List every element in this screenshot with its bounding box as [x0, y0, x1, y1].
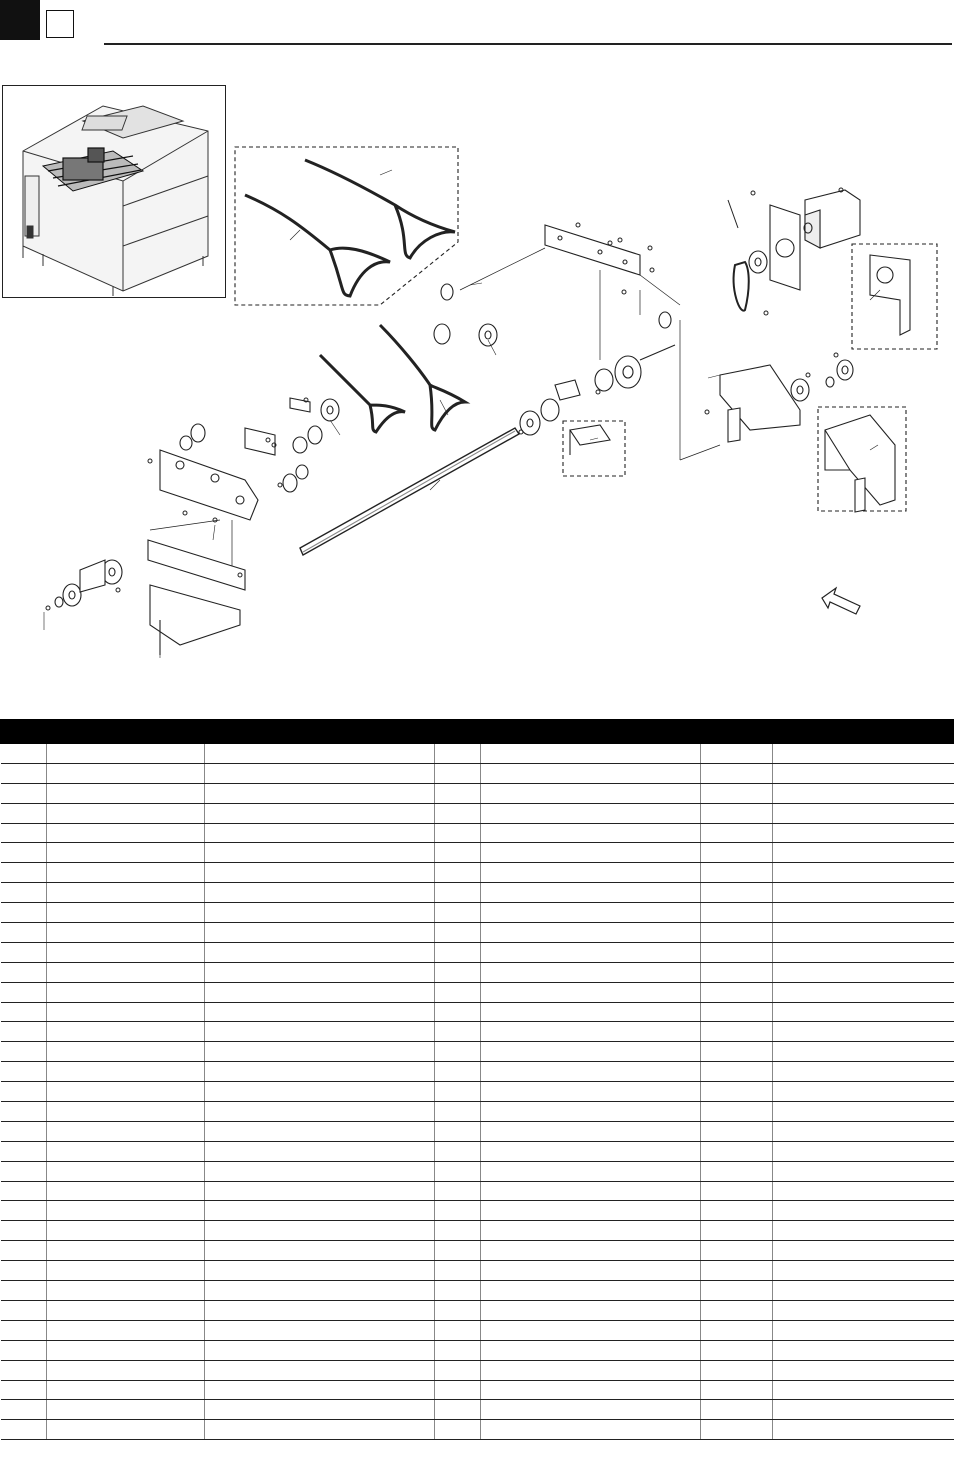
col-header [701, 720, 773, 744]
table-cell [773, 1161, 954, 1181]
table-cell [481, 1420, 701, 1440]
table-row [1, 1102, 954, 1122]
table-row [1, 1002, 954, 1022]
table-cell [435, 744, 481, 764]
table-cell [435, 1281, 481, 1301]
table-cell [701, 923, 773, 943]
table-cell [773, 1320, 954, 1340]
table-cell [773, 1181, 954, 1201]
table-row [1, 744, 954, 764]
table-row [1, 1400, 954, 1420]
table-cell [1, 982, 47, 1002]
table-cell [481, 1360, 701, 1380]
table-cell [435, 1340, 481, 1360]
table-cell [47, 903, 205, 923]
table-cell [481, 1141, 701, 1161]
table-cell [205, 1141, 435, 1161]
table-cell [481, 1022, 701, 1042]
table-cell [701, 1340, 773, 1360]
table-cell [205, 1340, 435, 1360]
belt-icon [235, 147, 465, 432]
table-cell [205, 1221, 435, 1241]
table-cell [47, 1300, 205, 1320]
table-cell [47, 763, 205, 783]
table-cell [773, 1141, 954, 1161]
table-cell [701, 1320, 773, 1340]
table-cell [205, 1380, 435, 1400]
table-cell [1, 883, 47, 903]
table-cell [481, 1181, 701, 1201]
table-cell [205, 1082, 435, 1102]
bracket-icon [80, 398, 310, 655]
table-cell [701, 803, 773, 823]
table-cell [435, 1241, 481, 1261]
table-cell [47, 942, 205, 962]
exploded-diagram [0, 0, 954, 700]
table-cell [47, 1022, 205, 1042]
table-row [1, 1201, 954, 1221]
table-cell [481, 1062, 701, 1082]
table-cell [773, 783, 954, 803]
table-cell [773, 883, 954, 903]
table-cell [435, 1201, 481, 1221]
table-cell [773, 1400, 954, 1420]
table-cell [47, 883, 205, 903]
table-row [1, 863, 954, 883]
table-cell [1, 903, 47, 923]
direction-arrow-icon [822, 588, 860, 614]
table-cell [435, 1320, 481, 1340]
table-cell [47, 1161, 205, 1181]
table-cell [1, 803, 47, 823]
table-cell [701, 942, 773, 962]
table-cell [47, 982, 205, 1002]
table-cell [47, 1320, 205, 1340]
table-cell [205, 863, 435, 883]
table-cell [773, 1241, 954, 1261]
table-cell [1, 1320, 47, 1340]
table-cell [1, 1102, 47, 1122]
table-cell [205, 1201, 435, 1221]
table-cell [1, 1221, 47, 1241]
table-cell [701, 1082, 773, 1102]
table-cell [47, 923, 205, 943]
table-cell [1, 942, 47, 962]
table-cell [701, 1281, 773, 1301]
table-cell [435, 863, 481, 883]
table-cell [481, 1380, 701, 1400]
table-cell [1, 863, 47, 883]
table-cell [47, 1360, 205, 1380]
table-cell [481, 1261, 701, 1281]
table-cell [773, 1300, 954, 1320]
table-cell [205, 982, 435, 1002]
table-cell [1, 1281, 47, 1301]
table-cell [701, 763, 773, 783]
table-cell [47, 1201, 205, 1221]
table-cell [701, 982, 773, 1002]
table-cell [481, 1082, 701, 1102]
table-cell [205, 1400, 435, 1420]
table-row [1, 843, 954, 863]
table-cell [481, 783, 701, 803]
table-cell [481, 903, 701, 923]
table-row [1, 982, 954, 1002]
table-cell [205, 744, 435, 764]
table-cell [47, 1141, 205, 1161]
table-row [1, 1241, 954, 1261]
table-cell [47, 1042, 205, 1062]
table-cell [481, 1340, 701, 1360]
table-cell [481, 1201, 701, 1221]
table-cell [1, 1241, 47, 1261]
table-cell [205, 923, 435, 943]
table-cell [435, 1102, 481, 1122]
table-cell [1, 1420, 47, 1440]
table-cell [701, 783, 773, 803]
table-row [1, 1221, 954, 1241]
table-cell [47, 1400, 205, 1420]
table-cell [435, 1121, 481, 1141]
table-cell [1, 962, 47, 982]
table-cell [1, 1161, 47, 1181]
table-row [1, 1121, 954, 1141]
table-row [1, 1082, 954, 1102]
table-cell [435, 942, 481, 962]
table-row [1, 962, 954, 982]
table-cell [773, 1062, 954, 1082]
table-cell [701, 1141, 773, 1161]
col-header [435, 720, 481, 744]
table-cell [773, 863, 954, 883]
table-cell [481, 823, 701, 843]
table-cell [773, 982, 954, 1002]
table-cell [701, 823, 773, 843]
table-cell [47, 843, 205, 863]
table-cell [481, 1102, 701, 1122]
table-cell [481, 923, 701, 943]
table-cell [205, 1102, 435, 1122]
table-cell [205, 1022, 435, 1042]
table-cell [773, 942, 954, 962]
bracket-icon [555, 255, 910, 512]
table-row [1, 923, 954, 943]
table-cell [435, 1042, 481, 1062]
table-cell [481, 1002, 701, 1022]
col-header [47, 720, 205, 744]
table-cell [47, 962, 205, 982]
table-cell [773, 1261, 954, 1281]
table-row [1, 1022, 954, 1042]
table-cell [481, 843, 701, 863]
table-cell [47, 1261, 205, 1281]
table-cell [435, 1221, 481, 1241]
table-cell [1, 783, 47, 803]
table-cell [47, 1181, 205, 1201]
table-cell [481, 1221, 701, 1241]
table-cell [773, 1102, 954, 1122]
table-cell [47, 863, 205, 883]
table-cell [481, 942, 701, 962]
table-cell [435, 1360, 481, 1380]
table-cell [1, 1022, 47, 1042]
table-cell [773, 962, 954, 982]
table-cell [1, 1121, 47, 1141]
table-cell [205, 823, 435, 843]
table-cell [701, 1121, 773, 1141]
table-row [1, 903, 954, 923]
table-cell [205, 1042, 435, 1062]
table-cell [205, 1420, 435, 1440]
table-cell [435, 903, 481, 923]
table-cell [773, 1360, 954, 1380]
table-cell [47, 1062, 205, 1082]
table-cell [773, 1042, 954, 1062]
col-header [1, 720, 47, 744]
table-cell [773, 1201, 954, 1221]
table-cell [1, 1380, 47, 1400]
table-cell [773, 1380, 954, 1400]
table-cell [701, 1360, 773, 1380]
table-row [1, 1042, 954, 1062]
table-cell [435, 982, 481, 1002]
table-row [1, 1062, 954, 1082]
table-cell [47, 1002, 205, 1022]
motor-icon [770, 190, 860, 290]
shaft-icon [300, 428, 519, 555]
table-cell [701, 744, 773, 764]
table-cell [205, 1121, 435, 1141]
table-cell [1, 1181, 47, 1201]
table-cell [481, 1300, 701, 1320]
table-cell [205, 803, 435, 823]
table-cell [701, 883, 773, 903]
table-cell [701, 1221, 773, 1241]
table-cell [701, 1380, 773, 1400]
table-cell [435, 1161, 481, 1181]
table-row [1, 1320, 954, 1340]
table-row [1, 1380, 954, 1400]
table-cell [1, 1300, 47, 1320]
table-row [1, 883, 954, 903]
table-cell [773, 923, 954, 943]
bracket-icon [545, 225, 640, 275]
table-cell [701, 1400, 773, 1420]
table-cell [481, 803, 701, 823]
col-header [205, 720, 435, 744]
table-cell [1, 744, 47, 764]
table-cell [1, 1082, 47, 1102]
table-header [1, 720, 954, 744]
table-cell [1, 923, 47, 943]
table-cell [205, 843, 435, 863]
table-cell [1, 1002, 47, 1022]
table-cell [47, 1340, 205, 1360]
table-row [1, 1340, 954, 1360]
table-cell [701, 1062, 773, 1082]
table-cell [47, 823, 205, 843]
table-cell [1, 1400, 47, 1420]
table-cell [435, 843, 481, 863]
table-cell [435, 1400, 481, 1420]
table-cell [205, 1241, 435, 1261]
table-cell [435, 1420, 481, 1440]
table-cell [701, 1261, 773, 1281]
table-cell [205, 783, 435, 803]
table-cell [773, 903, 954, 923]
table-row [1, 1360, 954, 1380]
table-cell [435, 1380, 481, 1400]
table-cell [205, 883, 435, 903]
table-cell [773, 1002, 954, 1022]
table-cell [773, 744, 954, 764]
table-cell [205, 1181, 435, 1201]
table-cell [1, 763, 47, 783]
table-cell [435, 1022, 481, 1042]
table-cell [773, 1340, 954, 1360]
table-cell [435, 883, 481, 903]
table-cell [205, 1062, 435, 1082]
table-cell [773, 843, 954, 863]
table-cell [481, 962, 701, 982]
table-row [1, 803, 954, 823]
table-cell [773, 823, 954, 843]
table-cell [435, 1181, 481, 1201]
table-cell [435, 1082, 481, 1102]
table-cell [701, 1022, 773, 1042]
table-cell [701, 1181, 773, 1201]
table-cell [701, 1002, 773, 1022]
table-cell [773, 1281, 954, 1301]
table-cell [481, 1281, 701, 1301]
table-cell [773, 1420, 954, 1440]
table-cell [205, 1320, 435, 1340]
table-cell [1, 1201, 47, 1221]
table-cell [435, 783, 481, 803]
table-cell [47, 1420, 205, 1440]
table-cell [701, 1201, 773, 1221]
table-row [1, 823, 954, 843]
table-cell [701, 1420, 773, 1440]
table-cell [47, 783, 205, 803]
table-cell [435, 823, 481, 843]
table-cell [47, 803, 205, 823]
table-cell [481, 1161, 701, 1181]
table-row [1, 1281, 954, 1301]
table-cell [701, 1300, 773, 1320]
table-cell [701, 863, 773, 883]
table-cell [701, 903, 773, 923]
table-cell [435, 962, 481, 982]
table-cell [701, 843, 773, 863]
table-cell [773, 1221, 954, 1241]
table-cell [1, 1062, 47, 1082]
table-cell [701, 1241, 773, 1261]
table-cell [481, 883, 701, 903]
table-cell [1, 1261, 47, 1281]
table-cell [773, 1121, 954, 1141]
table-cell [205, 1261, 435, 1281]
table-cell [205, 962, 435, 982]
table-cell [435, 803, 481, 823]
table-cell [701, 1102, 773, 1122]
table-cell [47, 1221, 205, 1241]
table-row [1, 942, 954, 962]
col-header [481, 720, 701, 744]
table-cell [205, 1360, 435, 1380]
table-cell [435, 763, 481, 783]
table-cell [1, 1042, 47, 1062]
table-cell [435, 1002, 481, 1022]
table-cell [205, 1002, 435, 1022]
table-cell [47, 744, 205, 764]
table-cell [1, 823, 47, 843]
table-row [1, 1161, 954, 1181]
table-cell [773, 803, 954, 823]
table-cell [481, 1121, 701, 1141]
table-row [1, 1261, 954, 1281]
table-row [1, 783, 954, 803]
table-cell [205, 903, 435, 923]
table-cell [1, 1141, 47, 1161]
table-row [1, 1300, 954, 1320]
table-cell [773, 1022, 954, 1042]
table-cell [205, 1161, 435, 1181]
table-cell [47, 1121, 205, 1141]
table-row [1, 763, 954, 783]
table-cell [47, 1102, 205, 1122]
table-cell [481, 863, 701, 883]
col-header [773, 720, 954, 744]
table-cell [47, 1380, 205, 1400]
table-cell [435, 923, 481, 943]
table-cell [773, 1082, 954, 1102]
table-cell [481, 982, 701, 1002]
table-cell [47, 1281, 205, 1301]
table-cell [435, 1300, 481, 1320]
table-cell [481, 1400, 701, 1420]
table-cell [205, 942, 435, 962]
table-cell [481, 1241, 701, 1261]
table-cell [435, 1062, 481, 1082]
table-cell [1, 843, 47, 863]
table-cell [701, 1042, 773, 1062]
parts-table [0, 719, 954, 1440]
table-row [1, 1420, 954, 1440]
table-row [1, 1181, 954, 1201]
table-cell [435, 1261, 481, 1281]
table-cell [773, 763, 954, 783]
table-cell [205, 763, 435, 783]
table-cell [1, 1360, 47, 1380]
table-cell [481, 1320, 701, 1340]
table-cell [481, 744, 701, 764]
table-cell [481, 1042, 701, 1062]
table-cell [47, 1082, 205, 1102]
table-cell [701, 962, 773, 982]
table-cell [1, 1340, 47, 1360]
table-cell [47, 1241, 205, 1261]
table-cell [435, 1141, 481, 1161]
table-row [1, 1141, 954, 1161]
table-cell [205, 1300, 435, 1320]
table-cell [701, 1161, 773, 1181]
table-cell [205, 1281, 435, 1301]
table-cell [481, 763, 701, 783]
